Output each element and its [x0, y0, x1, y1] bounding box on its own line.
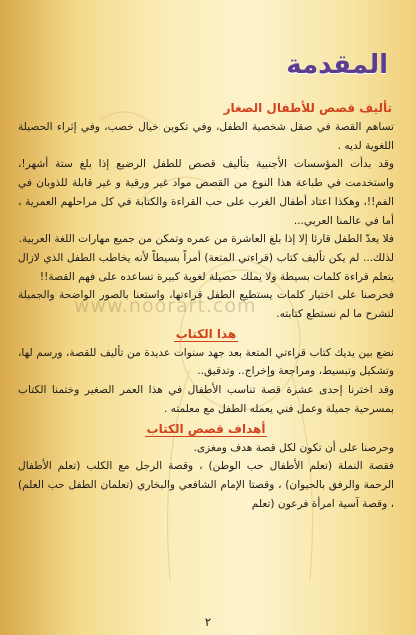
- section-goals: [18, 419, 394, 514]
- paragraph: وحرصنا على أن تكون لكل قصة هدف ومغزى.: [193, 441, 394, 454]
- page-number: ٢: [204, 615, 212, 629]
- paragraph: فقصة النملة (تعلم الأطفال حب الوطن) ، وقصة الرجل مع الكلب (تعلم الأطفال الرحمة والرفق بالحيوان) ، وقصتا الإمام الشافعي والبخاري (تعلمان الطفل حب العلم) ، وقصة آسية امرأة فرعون (تعلم: [18, 460, 394, 510]
- section-heading: هذا الكتاب: [175, 326, 237, 341]
- paragraph: فلا يعدّ الطفل قارئا إلا إذا بلغ العاشرة من عمره وتمكن من جميع مهارات اللغة العربية.: [18, 233, 394, 246]
- paragraph: لذلك... لم يكن تأليف كتاب (قراءتي المتعة) أمراً بسيطاً لأنه يخاطب الطفل الذي لازال يتعلم قراءة كلمات بسيطة ولا يملك حصيلة لغوية كبيرة تساعده على فهم القصة!!: [18, 251, 394, 283]
- paragraph: فحرصنا على اختيار كلمات يستطيع الطفل قراءتها، واستعنا بالصور الواضحة والجميلة لتشرح ما لم نستطع كتابته.: [18, 289, 394, 321]
- watermark: www.noorart.com: [74, 295, 257, 317]
- section-heading: أهداف قصص الكتاب: [146, 421, 266, 436]
- paragraph: وقد بدأت المؤسسات الأجنبية بتأليف قصص للطفل الرضيع إذا بلغ ستة أشهر!، واستخدمت في طباعة هذا النوع من القصص مواد غير ورقية و غير قابلة للذوبان في الفم!!، وهكذا اعتاد أطفال الغرب على حب القراءة والكتابة في كل مراحلهم العمرية ، أما في عالمنا العربي...: [18, 158, 394, 227]
- paragraph: وقد اخترنا إحدى عشرة قصة تناسب الأطفال في هذا العمر الصغير وختمنا الكتاب بمسرحية جميلة وعمل فني يعمله الطفل مع معلمته .: [18, 384, 394, 415]
- section-tales-authoring: [18, 98, 394, 324]
- paragraph: نضع بين يديك كتاب قراءتي المتعة بعد جهد سنوات عديدة من تأليف للقصة، ورسم لها، وتشكيل وتبسيط، ومراجعة وإخراج.. وتدقيق..: [18, 346, 394, 378]
- section-heading: تأليف قصص للأطفال الصغار: [223, 101, 392, 115]
- section-this-book: [18, 324, 394, 419]
- paragraph: تساهم القصة في صقل شخصية الطفل، وفي تكوين خيال خصب، وفي إثراء الحصيلة اللغوية لديه .: [18, 121, 394, 152]
- page-title: المقدمة: [286, 50, 388, 80]
- page-content: [18, 98, 394, 605]
